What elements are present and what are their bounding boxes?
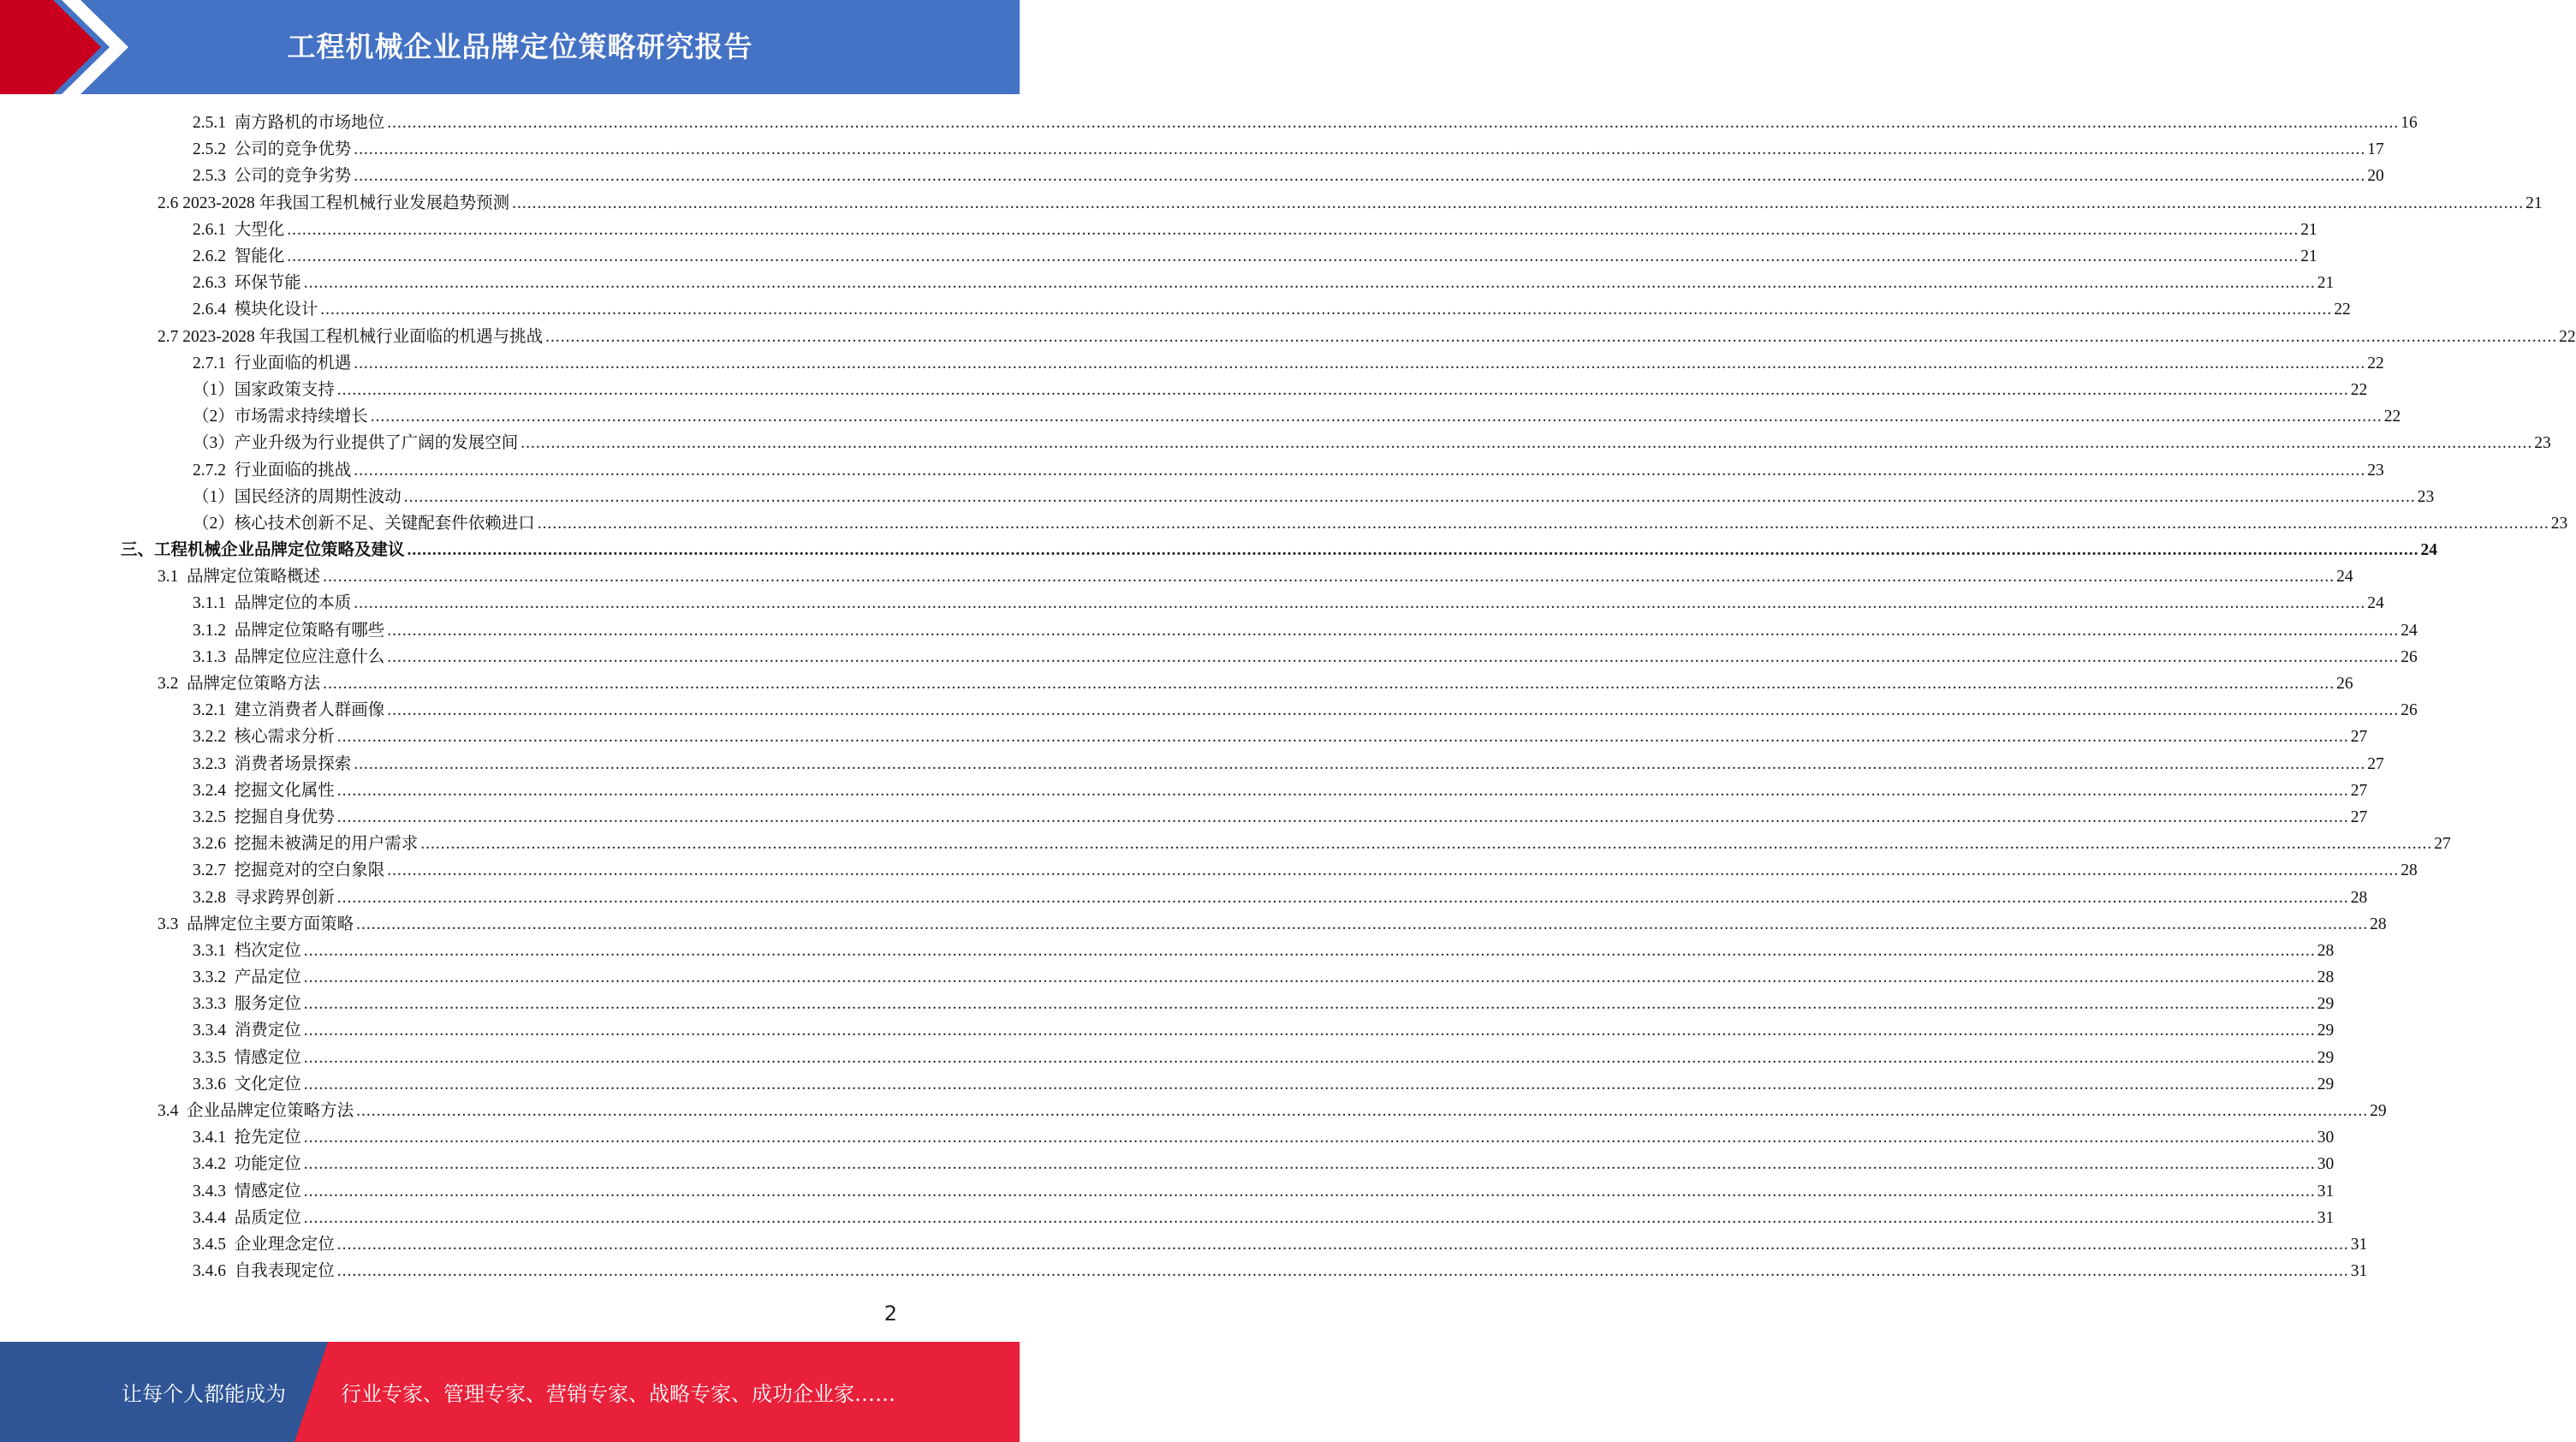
toc-entry-page: 31 bbox=[2317, 1208, 2335, 1227]
toc-entry[interactable] bbox=[0, 430, 2551, 456]
toc-entry-page: 24 bbox=[2400, 621, 2418, 640]
toc-entry[interactable] bbox=[0, 1098, 2387, 1124]
toc-leader-dots: ................................................................................................................................................................................................................................................................................................................................................................................................................ bbox=[336, 807, 2349, 826]
toc-leader-dots: ................................................................................................................................................................................................................................................................................................................................................................................................................ bbox=[354, 461, 2366, 480]
toc-entry-page: 23 bbox=[2534, 434, 2551, 453]
toc-entry[interactable] bbox=[0, 456, 2384, 483]
toc-entry-page: 21 bbox=[2300, 220, 2317, 239]
toc-entry[interactable] bbox=[0, 938, 2335, 964]
toc-leader-dots: ................................................................................................................................................................................................................................................................................................................................................................................................................ bbox=[512, 194, 2525, 212]
toc-leader-dots: ................................................................................................................................................................................................................................................................................................................................................................................................................ bbox=[323, 675, 2335, 694]
toc-leader-dots: ................................................................................................................................................................................................................................................................................................................................................................................................................ bbox=[354, 140, 2366, 159]
toc-entry-label: 3.2 品牌定位策略方法 bbox=[158, 675, 321, 694]
toc-entry-label: 3.2.5 挖掘自身优势 bbox=[193, 807, 335, 826]
toc-entry-label: 2.7.1 行业面临的机遇 bbox=[193, 354, 352, 372]
toc-entry-page: 27 bbox=[2434, 835, 2451, 854]
toc-entry-page: 23 bbox=[2367, 461, 2384, 480]
toc-entry-page: 16 bbox=[2400, 114, 2418, 133]
footer-slogan-left: 让每个人都能成为 bbox=[122, 1382, 286, 1406]
toc-leader-dots: ................................................................................................................................................................................................................................................................................................................................................................................................................ bbox=[387, 621, 2400, 640]
toc-entry-page: 26 bbox=[2336, 675, 2353, 694]
toc-entry[interactable] bbox=[0, 991, 2335, 1017]
toc-entry[interactable] bbox=[0, 537, 2438, 563]
toc-leader-dots: ................................................................................................................................................................................................................................................................................................................................................................................................................ bbox=[303, 1155, 2316, 1174]
toc-entry[interactable] bbox=[0, 804, 2368, 831]
toc-entry-page: 27 bbox=[2350, 781, 2368, 800]
toc-entry-page: 21 bbox=[2300, 247, 2317, 266]
toc-leader-dots: ................................................................................................................................................................................................................................................................................................................................................................................................................ bbox=[320, 301, 2333, 319]
toc-entry-label: 3.4 企业品牌定位策略方法 bbox=[158, 1102, 354, 1121]
toc-entry-page: 24 bbox=[2336, 568, 2353, 587]
toc-entry-page: 31 bbox=[2350, 1235, 2368, 1254]
toc-entry-label: 3.2.6 挖掘未被满足的用户需求 bbox=[193, 835, 419, 854]
toc-entry-page: 30 bbox=[2317, 1129, 2335, 1147]
toc-entry[interactable] bbox=[0, 724, 2368, 750]
toc-entry-page: 24 bbox=[2420, 541, 2438, 560]
toc-entry-page: 22 bbox=[2383, 408, 2401, 426]
toc-entry[interactable] bbox=[0, 403, 2401, 430]
toc-entry[interactable] bbox=[0, 296, 2351, 323]
toc-entry-label: 2.6 2023-2028 年我国工程机械行业发展趋势预测 bbox=[158, 194, 510, 212]
page-footer bbox=[0, 1342, 1020, 1442]
toc-entry-page: 27 bbox=[2350, 807, 2368, 826]
toc-entry-label: 3.1.3 品牌定位应注意什么 bbox=[193, 647, 385, 666]
toc-entry-label: 3.2.4 挖掘文化属性 bbox=[193, 781, 335, 800]
toc-entry-page: 22 bbox=[2559, 327, 2576, 346]
toc-entry-label: 3.4.3 情感定位 bbox=[193, 1182, 301, 1201]
toc-entry-label: 3.4.5 企业理念定位 bbox=[193, 1235, 335, 1254]
toc-leader-dots: ................................................................................................................................................................................................................................................................................................................................................................................................................ bbox=[387, 114, 2400, 133]
toc-entry[interactable] bbox=[0, 1231, 2368, 1258]
toc-entry-page: 22 bbox=[2350, 380, 2368, 399]
toc-entry-page: 22 bbox=[2334, 301, 2351, 319]
toc-leader-dots: ................................................................................................................................................................................................................................................................................................................................................................................................................ bbox=[545, 327, 2558, 346]
toc-entry[interactable] bbox=[0, 243, 2317, 270]
toc-leader-dots: ................................................................................................................................................................................................................................................................................................................................................................................................................ bbox=[303, 1208, 2316, 1227]
toc-entry[interactable] bbox=[0, 857, 2418, 884]
toc-leader-dots: ................................................................................................................................................................................................................................................................................................................................................................................................................ bbox=[537, 514, 2549, 533]
toc-entry[interactable] bbox=[0, 1151, 2335, 1177]
toc-entry[interactable] bbox=[0, 1124, 2335, 1151]
toc-leader-dots: ................................................................................................................................................................................................................................................................................................................................................................................................................ bbox=[354, 167, 2366, 186]
toc-leader-dots: ................................................................................................................................................................................................................................................................................................................................................................................................................ bbox=[336, 380, 2349, 399]
toc-entry-label: 2.6.3 环保节能 bbox=[193, 274, 301, 293]
toc-entry[interactable] bbox=[0, 590, 2384, 617]
toc-leader-dots: ................................................................................................................................................................................................................................................................................................................................................................................................................ bbox=[303, 1129, 2316, 1147]
toc-entry-label: 3.2.1 建立消费者人群画像 bbox=[193, 701, 385, 720]
toc-entry-page: 23 bbox=[2417, 487, 2435, 506]
toc-leader-dots: ................................................................................................................................................................................................................................................................................................................................................................................................................ bbox=[287, 247, 2299, 266]
toc-entry-label: 3.2.8 寻求跨界创新 bbox=[193, 888, 335, 907]
toc-leader-dots: ................................................................................................................................................................................................................................................................................................................................................................................................................ bbox=[303, 1075, 2316, 1093]
toc-entry-page: 27 bbox=[2350, 728, 2368, 747]
toc-leader-dots: ................................................................................................................................................................................................................................................................................................................................................................................................................ bbox=[354, 594, 2366, 613]
toc-leader-dots: ................................................................................................................................................................................................................................................................................................................................................................................................................ bbox=[403, 487, 2416, 506]
toc-entry-page: 27 bbox=[2367, 754, 2384, 773]
toc-entry[interactable] bbox=[0, 644, 2418, 670]
toc-entry[interactable] bbox=[0, 617, 2418, 644]
table-of-contents bbox=[0, 110, 2576, 1284]
toc-entry-page: 28 bbox=[2370, 915, 2387, 933]
toc-entry-page: 29 bbox=[2370, 1102, 2387, 1121]
toc-leader-dots: ................................................................................................................................................................................................................................................................................................................................................................................................................ bbox=[303, 941, 2316, 960]
toc-entry[interactable] bbox=[0, 831, 2451, 857]
toc-entry[interactable] bbox=[0, 110, 2418, 136]
toc-leader-dots: ................................................................................................................................................................................................................................................................................................................................................................................................................ bbox=[303, 995, 2316, 1014]
toc-entry-page: 22 bbox=[2367, 354, 2384, 372]
toc-leader-dots: ................................................................................................................................................................................................................................................................................................................................................................................................................ bbox=[420, 835, 2433, 854]
toc-entry-label: 3.4.2 功能定位 bbox=[193, 1155, 301, 1174]
toc-entry-page: 31 bbox=[2350, 1262, 2368, 1281]
toc-leader-dots: ................................................................................................................................................................................................................................................................................................................................................................................................................ bbox=[370, 408, 2383, 426]
toc-entry-page: 28 bbox=[2350, 888, 2368, 907]
toc-entry[interactable] bbox=[0, 190, 2543, 217]
toc-entry-label: 2.6.2 智能化 bbox=[193, 247, 285, 266]
toc-leader-dots: ................................................................................................................................................................................................................................................................................................................................................................................................................ bbox=[287, 220, 2299, 239]
toc-entry-page: 21 bbox=[2317, 274, 2335, 293]
toc-leader-dots: ................................................................................................................................................................................................................................................................................................................................................................................................................ bbox=[387, 861, 2400, 880]
toc-entry-label: 3.1.2 品牌定位策略有哪些 bbox=[193, 621, 385, 640]
toc-entry[interactable] bbox=[0, 697, 2418, 724]
toc-entry-page: 29 bbox=[2317, 1075, 2335, 1093]
toc-entry-label: 3.2.2 核心需求分析 bbox=[193, 728, 335, 747]
toc-entry-page: 17 bbox=[2367, 140, 2384, 159]
toc-entry[interactable] bbox=[0, 1258, 2368, 1284]
toc-leader-dots: ................................................................................................................................................................................................................................................................................................................................................................................................................ bbox=[303, 968, 2316, 987]
toc-leader-dots: ................................................................................................................................................................................................................................................................................................................................................................................................................ bbox=[356, 915, 2369, 933]
toc-entry[interactable] bbox=[0, 778, 2368, 804]
toc-entry[interactable] bbox=[0, 324, 2576, 350]
page-number: 2 bbox=[883, 1302, 897, 1326]
toc-entry-label: 2.5.1 南方路机的市场地位 bbox=[193, 114, 385, 133]
toc-leader-dots: ................................................................................................................................................................................................................................................................................................................................................................................................................ bbox=[387, 647, 2400, 666]
toc-leader-dots: ................................................................................................................................................................................................................................................................................................................................................................................................................ bbox=[303, 1022, 2316, 1040]
toc-entry-label: 3.4.6 自我表现定位 bbox=[193, 1262, 335, 1281]
toc-entry-page: 28 bbox=[2317, 941, 2335, 960]
toc-entry-page: 28 bbox=[2317, 968, 2335, 987]
toc-entry-page: 23 bbox=[2550, 514, 2568, 533]
toc-entry[interactable] bbox=[0, 1017, 2335, 1044]
toc-entry[interactable] bbox=[0, 510, 2568, 537]
toc-entry-page: 26 bbox=[2400, 647, 2418, 666]
toc-entry-label: 3.1.1 品牌定位的本质 bbox=[193, 594, 352, 613]
toc-entry-label: 3.2.7 挖掘竞对的空白象限 bbox=[193, 861, 385, 880]
toc-entry[interactable] bbox=[0, 911, 2387, 938]
toc-entry[interactable] bbox=[0, 377, 2368, 403]
toc-entry-label: 2.7 2023-2028 年我国工程机械行业面临的机遇与挑战 bbox=[158, 327, 544, 346]
toc-entry-page: 26 bbox=[2400, 701, 2418, 720]
toc-entry-label: 3.3.4 消费定位 bbox=[193, 1022, 301, 1040]
toc-entry-label: 2.7.2 行业面临的挑战 bbox=[193, 461, 352, 480]
toc-leader-dots: ................................................................................................................................................................................................................................................................................................................................................................................................................ bbox=[323, 568, 2335, 587]
toc-entry-page: 29 bbox=[2317, 995, 2335, 1014]
toc-entry[interactable] bbox=[0, 884, 2368, 910]
toc-entry-label: 3.3.6 文化定位 bbox=[193, 1075, 301, 1093]
toc-entry-page: 20 bbox=[2367, 167, 2384, 186]
toc-entry-page: 30 bbox=[2317, 1155, 2335, 1174]
toc-entry[interactable] bbox=[0, 136, 2384, 163]
toc-leader-dots: ................................................................................................................................................................................................................................................................................................................................................................................................................ bbox=[336, 1235, 2349, 1254]
toc-entry[interactable] bbox=[0, 1205, 2335, 1231]
toc-entry-label: 2.5.2 公司的竞争优势 bbox=[193, 140, 352, 159]
toc-entry-label: 3.4.1 抢先定位 bbox=[193, 1129, 301, 1147]
toc-leader-dots: ................................................................................................................................................................................................................................................................................................................................................................................................................ bbox=[303, 274, 2316, 293]
toc-entry-page: 29 bbox=[2317, 1022, 2335, 1040]
toc-entry[interactable] bbox=[0, 217, 2317, 243]
toc-entry-page: 28 bbox=[2400, 861, 2418, 880]
toc-entry-page: 29 bbox=[2317, 1048, 2335, 1067]
toc-leader-dots: ................................................................................................................................................................................................................................................................................................................................................................................................................ bbox=[354, 754, 2366, 773]
toc-entry-page: 31 bbox=[2317, 1182, 2335, 1201]
toc-entry-label: 2.6.4 模块化设计 bbox=[193, 301, 318, 319]
toc-entry[interactable] bbox=[0, 670, 2353, 697]
toc-entry-label: 3.3.2 产品定位 bbox=[193, 968, 301, 987]
toc-entry[interactable] bbox=[0, 1045, 2335, 1071]
toc-leader-dots: ................................................................................................................................................................................................................................................................................................................................................................................................................ bbox=[336, 1262, 2349, 1281]
toc-leader-dots: ................................................................................................................................................................................................................................................................................................................................................................................................................ bbox=[336, 728, 2349, 747]
toc-entry[interactable] bbox=[0, 1178, 2335, 1205]
toc-entry-label: （2）核心技术创新不足、关键配套件依赖进口 bbox=[193, 514, 535, 533]
toc-leader-dots: ................................................................................................................................................................................................................................................................................................................................................................................................................ bbox=[303, 1048, 2316, 1067]
toc-entry-label: 3.4.4 品质定位 bbox=[193, 1208, 301, 1227]
toc-entry-label: （2）市场需求持续增长 bbox=[193, 408, 368, 426]
toc-entry[interactable] bbox=[0, 751, 2384, 778]
toc-entry-label: 3.3 品牌定位主要方面策略 bbox=[158, 915, 354, 933]
toc-entry-label: 2.5.3 公司的竞争劣势 bbox=[193, 167, 352, 186]
toc-entry-page: 21 bbox=[2525, 194, 2543, 212]
toc-entry-label: （3）产业升级为行业提供了广阔的发展空间 bbox=[193, 434, 519, 453]
toc-entry-label: 3.2.3 消费者场景探索 bbox=[193, 754, 352, 773]
toc-leader-dots: ................................................................................................................................................................................................................................................................................................................................................................................................................ bbox=[354, 354, 2366, 372]
toc-entry[interactable] bbox=[0, 350, 2384, 377]
toc-leader-dots: ................................................................................................................................................................................................................................................................................................................................................................................................................ bbox=[356, 1102, 2369, 1121]
toc-leader-dots: ................................................................................................................................................................................................................................................................................................................................................................................................................ bbox=[303, 1182, 2316, 1201]
toc-entry[interactable] bbox=[0, 163, 2384, 189]
toc-entry[interactable] bbox=[0, 563, 2353, 590]
footer-slogan-right: 行业专家、管理专家、营销专家、战略专家、成功企业家…… bbox=[341, 1382, 895, 1406]
toc-entry-label: 3.3.1 档次定位 bbox=[193, 941, 301, 960]
toc-entry[interactable] bbox=[0, 964, 2335, 991]
toc-leader-dots: ................................................................................................................................................................................................................................................................................................................................................................................................................ bbox=[521, 434, 2533, 453]
page-header bbox=[0, 0, 1020, 94]
toc-entry-label: （1）国家政策支持 bbox=[193, 380, 335, 399]
toc-entry-page: 24 bbox=[2367, 594, 2384, 613]
toc-entry-label: 3.1 品牌定位策略概述 bbox=[158, 568, 321, 587]
toc-entry-label: 3.3.3 服务定位 bbox=[193, 995, 301, 1014]
toc-leader-dots: ................................................................................................................................................................................................................................................................................................................................................................................................................ bbox=[407, 541, 2419, 560]
toc-entry[interactable] bbox=[0, 270, 2335, 296]
toc-entry-label: （1）国民经济的周期性波动 bbox=[193, 487, 402, 506]
toc-entry[interactable] bbox=[0, 1071, 2335, 1098]
toc-entry[interactable] bbox=[0, 484, 2435, 510]
report-title: 工程机械企业品牌定位策略研究报告 bbox=[287, 29, 753, 63]
toc-leader-dots: ................................................................................................................................................................................................................................................................................................................................................................................................................ bbox=[336, 781, 2349, 800]
toc-leader-dots: ................................................................................................................................................................................................................................................................................................................................................................................................................ bbox=[387, 701, 2400, 720]
toc-leader-dots: ................................................................................................................................................................................................................................................................................................................................................................................................................ bbox=[336, 888, 2349, 907]
toc-entry-label: 三、工程机械企业品牌定位策略及建议 bbox=[121, 541, 405, 560]
toc-entry-label: 2.6.1 大型化 bbox=[193, 220, 285, 239]
toc-entry-label: 3.3.5 情感定位 bbox=[193, 1048, 301, 1067]
